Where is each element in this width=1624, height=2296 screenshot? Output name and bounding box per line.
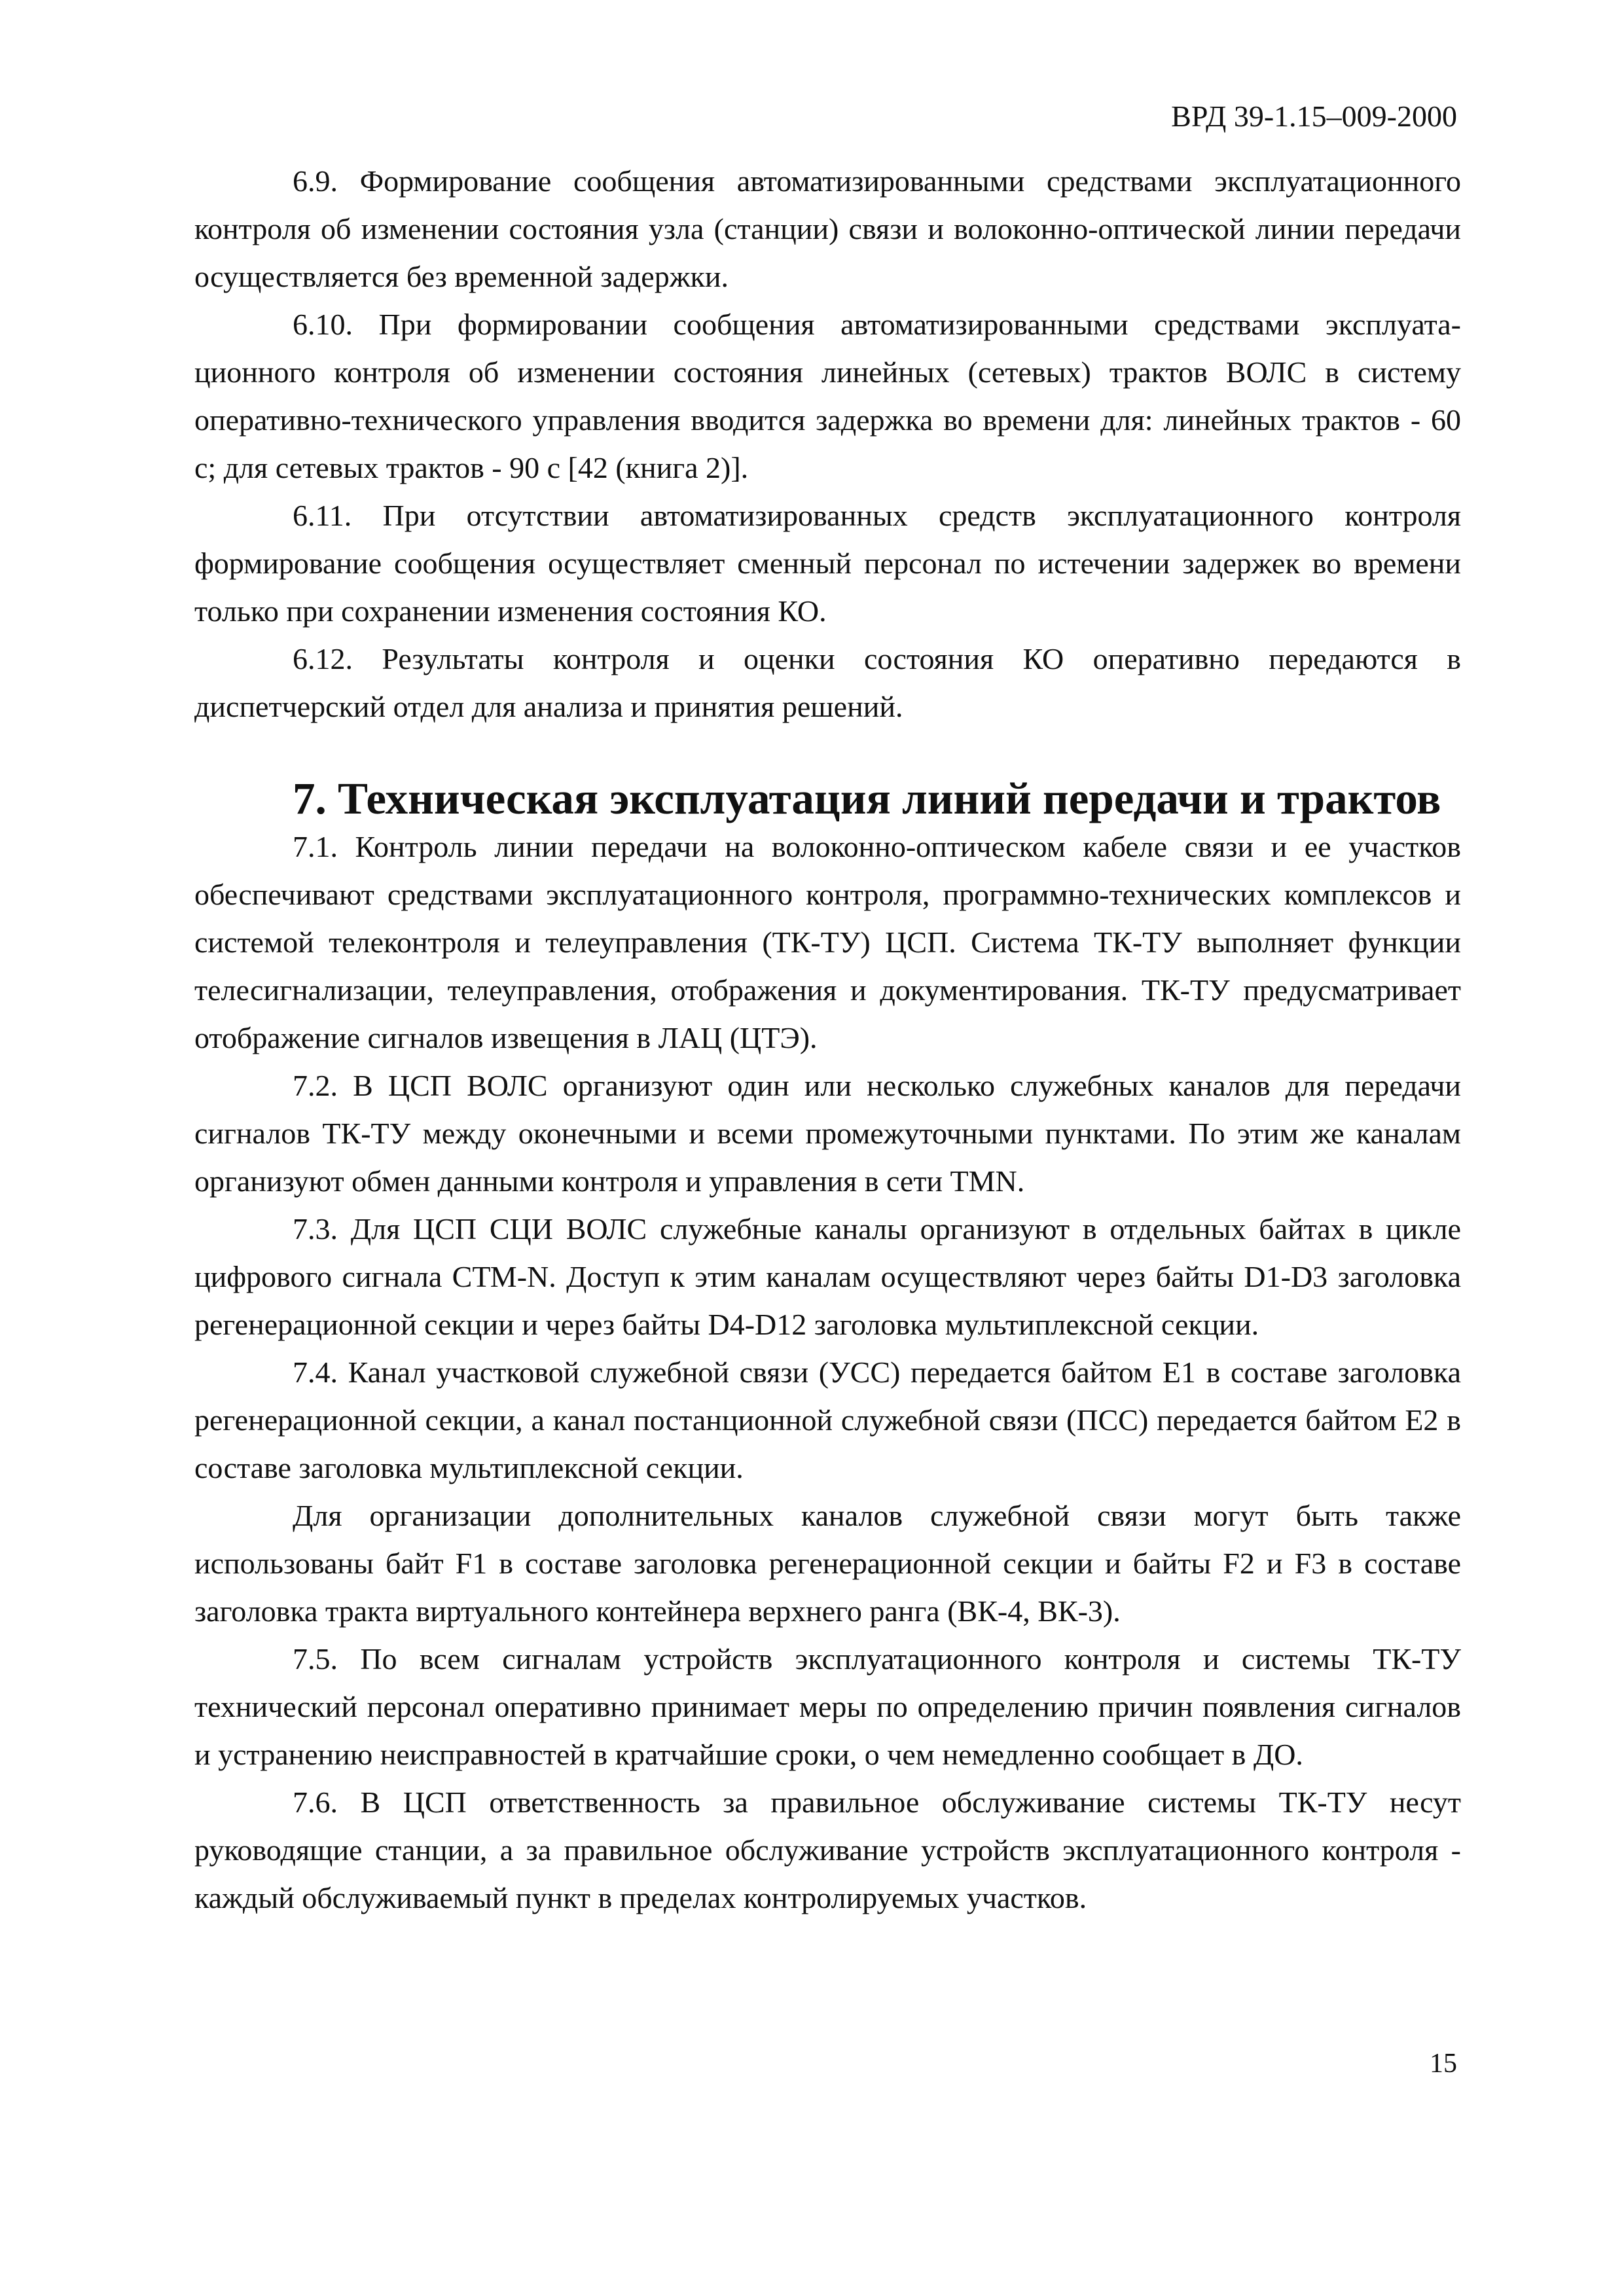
- paragraph-6-11: 6.11. При отсутствии автоматизированных средств эксплуатационного контроля формирование сообщения осуществляет сменный персонал по истечении задержек во времени только при сохранении изменения состояния КО.: [194, 499, 1461, 628]
- paragraph-7-4-continued: Для организации дополнительных каналов служебной связи могут быть также использованы байт F1 в составе заголовка регенерационной секции и байты F2 и F3 в составе заголовка тракта виртуального контейнера верхнего ранга (ВК-4, ВК-3).: [194, 1499, 1461, 1628]
- paragraph-7-3: 7.3. Для ЦСП СЦИ ВОЛС служебные каналы организуют в отдельных байтах в цикле цифрового сигнала СТМ-N. Доступ к этим каналам осуществляют через байты D1-D3 заголовка регенерационной секции и через байты D4-D12 заголовка мультиплексной секции.: [194, 1212, 1461, 1341]
- page-number: 15: [1430, 2049, 1457, 2079]
- paragraph-6-12: 6.12. Результаты контроля и оценки состояния КО оперативно передаются в диспетчерский отдел для анализа и принятия решений.: [194, 642, 1461, 723]
- paragraph-7-6: 7.6. В ЦСП ответственность за правильное обслуживание системы ТК-ТУ несут руководящие станции, а за правильное обслуживание устройств эксплуатационного контроля - каждый обслуживаемый пункт в пределах контролируемых участков.: [194, 1785, 1461, 1914]
- paragraph-7-1: 7.1. Контроль линии передачи на волоконно-оптическом кабеле связи и ее участков обеспечивают средствами эксплуатационного контроля, программно-технических комплексов и системой телеконтроля и телеуправления (ТК-ТУ) ЦСП. Система ТК-ТУ выполняет функции телесигнализации, телеуправления, отображения и документирования. ТК-ТУ предусматривает отображение сигналов извещения в ЛАЦ (ЦТЭ).: [194, 830, 1461, 1054]
- page-content: [194, 157, 1461, 1922]
- paragraph-7-5: 7.5. По всем сигналам устройств эксплуатационного контроля и системы ТК-ТУ технический персонал оперативно принимает меры по определению причин появления сигналов и устранению неисправностей в кратчайшие сроки, о чем немедленно сообщает в ДО.: [194, 1642, 1461, 1771]
- paragraph-7-2: 7.2. В ЦСП ВОЛС организуют один или несколько служебных каналов для передачи сигналов ТК-ТУ между оконечными и всеми промежуточными пунктами. По этим же каналам организуют обмен данными контроля и управления в сети TMN.: [194, 1069, 1461, 1198]
- section-7-heading: 7. Техническая эксплуатация линий передачи и трактов: [293, 774, 1441, 823]
- paragraph-7-4: 7.4. Канал участковой служебной связи (УСС) передается байтом Е1 в составе заголовка регенерационной секции, а канал постанционной служебной связи (ПСС) передается байтом Е2 в составе заголовка мультиплексной секции.: [194, 1355, 1461, 1484]
- paragraph-6-10: 6.10. При формировании сообщения автоматизированными средствами эксплуатационного контроля об изменении состояния линейных (сетевых) трактов ВОЛС в систему оперативно-технического управления вводится задержка во времени для: линейных трактов - 60 с; для сетевых трактов - 90 с [42 (книга 2)].: [194, 308, 1461, 484]
- paragraph-6-9: 6.9. Формирование сообщения автоматизированными средствами эксплуатационного контроля об изменении состояния узла (станции) связи и волоконно-оптической линии передачи осуществляется без временной задержки.: [194, 164, 1461, 293]
- document-code-header: ВРД 39-1.15–009-2000: [1171, 99, 1457, 133]
